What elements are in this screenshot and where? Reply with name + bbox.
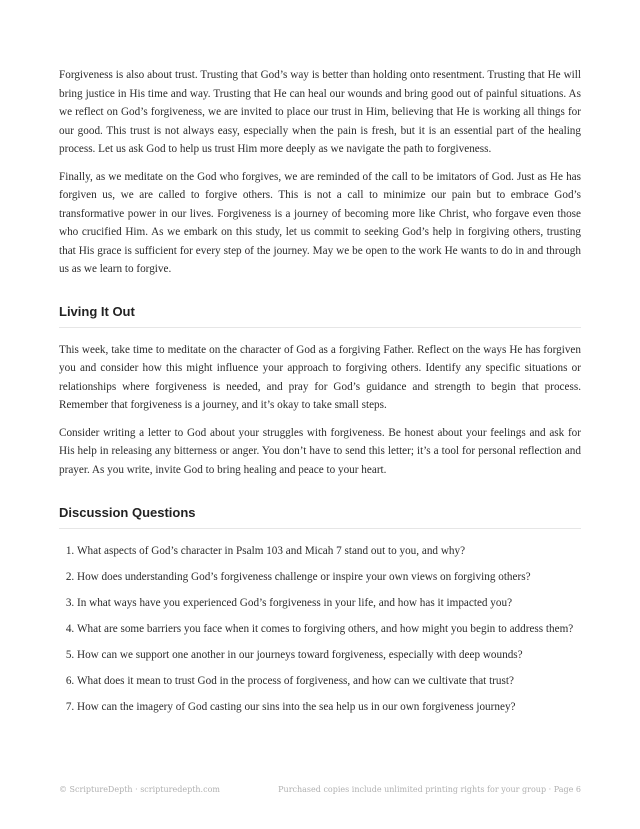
question-item: 5. How can we support one another in our journeys toward forgiveness, especially with deep wounds?	[77, 646, 581, 664]
living-it-out-paragraph: This week, take time to meditate on the character of God as a forgiving Father. Reflect on the ways He has forgiven you and consider how this might influence your approach to forgiving others. Identify any specific situations or relationships where forgiveness is needed, and pray for God’s guidance and strength to begin that process. Remember that forgiveness is a journey, and it’s okay to take small steps.	[59, 343, 581, 411]
question-item: 2. How does understanding God’s forgiveness challenge or inspire your own views on forgiving others?	[77, 568, 581, 586]
footer-page-info: Purchased copies include unlimited printing rights for your group · Page 6	[278, 785, 581, 794]
document-body	[59, 66, 581, 724]
discussion-questions-list	[59, 542, 581, 716]
intro-paragraph: Forgiveness is also about trust. Trusting that God’s way is better than holding onto resentment. Trusting that He will bring justice in His time and way. Trusting that He can heal our wounds and bring good out of painful situations. As we reflect on God’s forgiveness, we are invited to place our trust in Him, believing that He is working all things for our good. This trust is not always easy, especially when the pain is fresh, but it is an essential part of the healing process. Let us ask God to help us trust Him more deeply as we navigate the path to forgiveness.	[59, 69, 581, 155]
footer-copyright: © ScriptureDepth · scripturedepth.com	[59, 785, 220, 794]
question-item: 4. What are some barriers you face when it comes to forgiving others, and how might you begin to address them?	[77, 620, 581, 638]
page-footer	[59, 785, 581, 794]
question-item: 6. What does it mean to trust God in the process of forgiveness, and how can we cultivate that trust?	[77, 672, 581, 690]
living-it-out-paragraph: Consider writing a letter to God about your struggles with forgiveness. Be honest about your feelings and ask for His help in releasing any bitterness or anger. You don’t have to send this letter; it’s a tool for personal reflection and prayer. As you write, invite God to bring healing and peace to your heart.	[59, 426, 581, 476]
living-it-out-heading: Living It Out	[59, 304, 581, 328]
question-item: 1. What aspects of God’s character in Psalm 103 and Micah 7 stand out to you, and why?	[77, 542, 581, 560]
discussion-questions-heading: Discussion Questions	[59, 505, 581, 529]
question-item: 7. How can the imagery of God casting our sins into the sea help us in our own forgiveness journey?	[77, 698, 581, 716]
question-item: 3. In what ways have you experienced God’s forgiveness in your life, and how has it impacted you?	[77, 594, 581, 612]
intro-paragraph: Finally, as we meditate on the God who forgives, we are reminded of the call to be imitators of God. Just as He has forgiven us, we are called to forgive others. This is not a call to minimize our pain but to embrace God’s transformative power in our lives. Forgiveness is a journey of becoming more like Christ, who forgave even those who crucified Him. As we embark on this study, let us commit to seeking God’s help in forgiving others, trusting that His grace is sufficient for every step of the journey. May we be open to the work He wants to do in and through us as we learn to forgive.	[59, 170, 581, 275]
